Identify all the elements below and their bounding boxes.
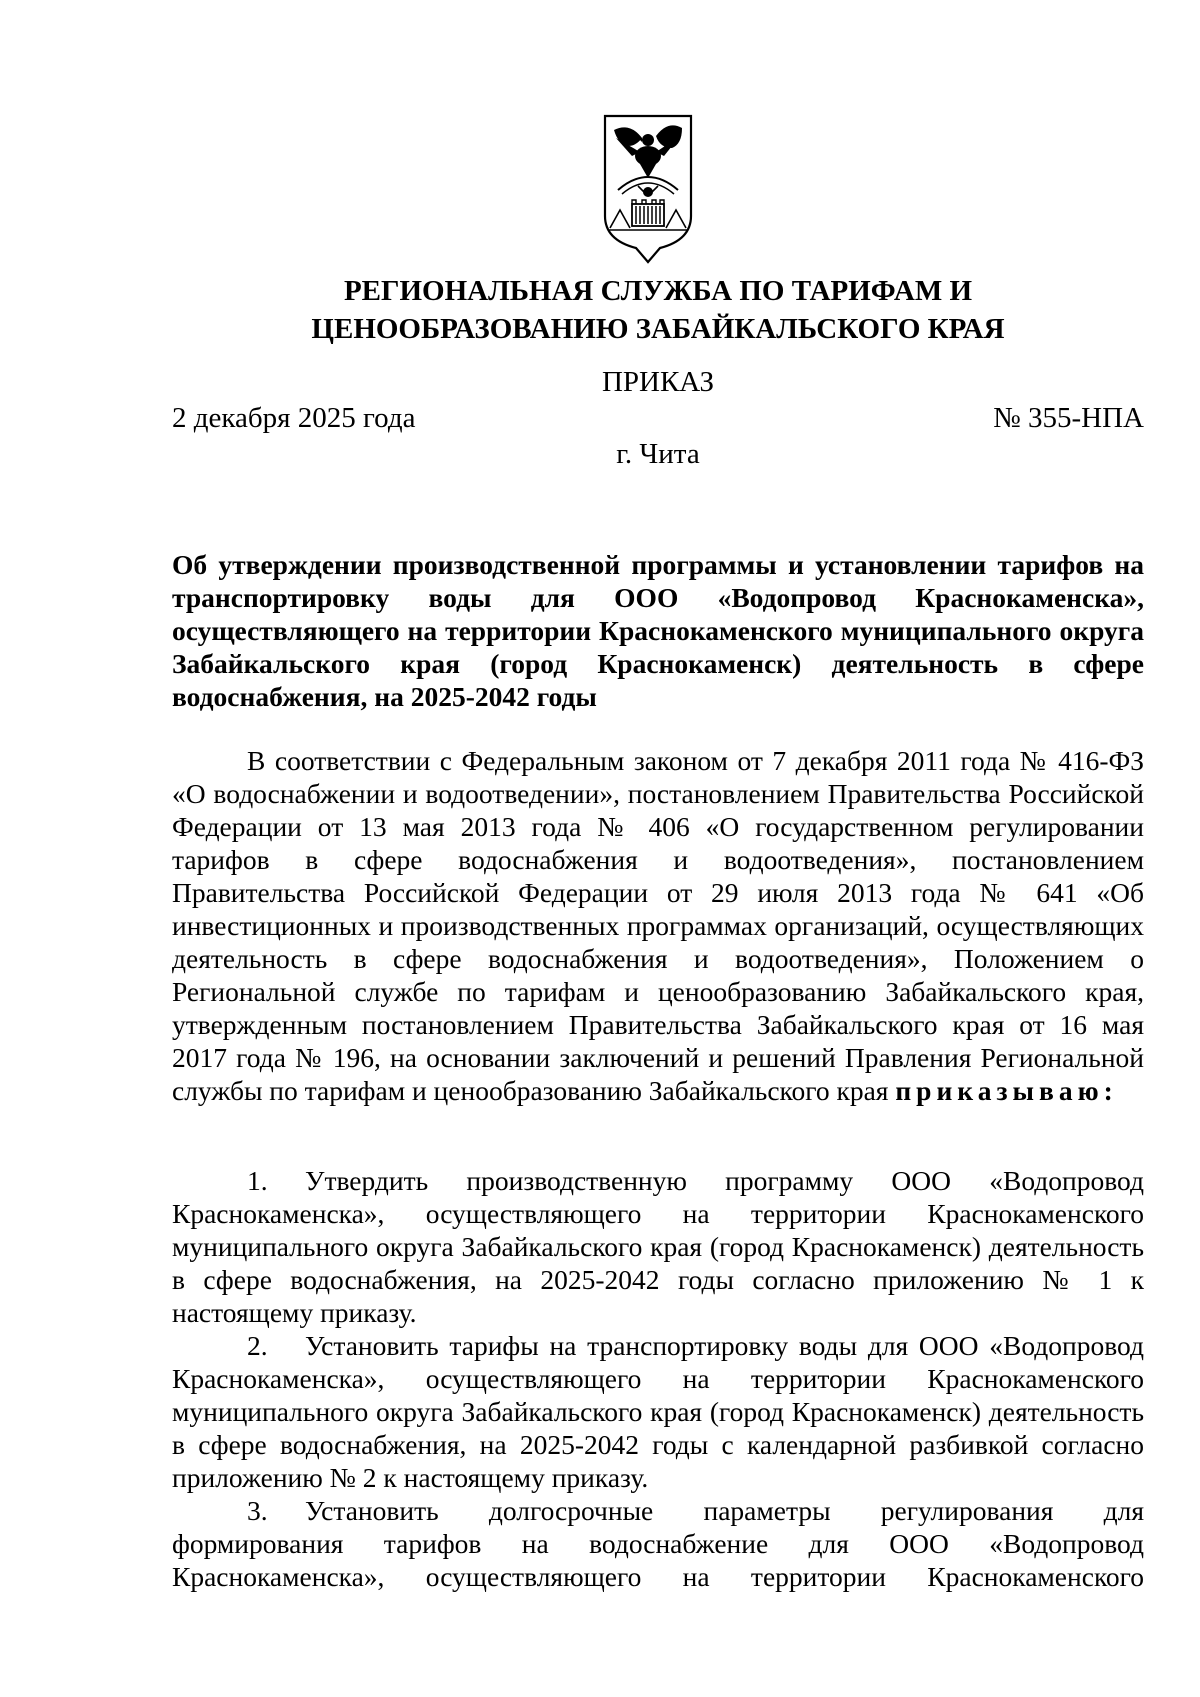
- order-item: [172, 1164, 1144, 1329]
- order-number: № 355-НПА: [993, 402, 1144, 434]
- document-type: ПРИКАЗ: [601, 366, 715, 398]
- order-item-text: Утвердить производственную программу ООО «Водопровод Краснокаменска», осуществляющего на территории Краснокаменского муниципального округа Забайкальского края (город Краснокаменск) деятельность в сфере водоснабжения, на 2025-2042 годы согласно приложению № 1 к настоящему приказу.: [172, 1165, 1144, 1328]
- order-items: [172, 1164, 1144, 1593]
- order-preamble: [172, 744, 1144, 1107]
- order-command-word: приказываю:: [895, 1075, 1118, 1106]
- preamble-text: В соответствии с Федеральным законом от 7 декабря 2011 года № 416-ФЗ «О водоснабжении и водоотведении», постановлением Правительства Российской Федерации от 13 мая 2013 года № 406 «О государственном регулировании тарифов в сфере водоснабжения и водоотведения», постановлением Правительства Российской Федерации от 29 июля 2013 года № 641 «Об инвестиционных и производственных программах организаций, осуществляющих деятельность в сфере водоснабжения и водоотведения», Положением о Региональной службе по тарифам и ценообразованию Забайкальского края, утвержденным постановлением Правительства Забайкальского края от 16 мая 2017 года № 196, на основании заключений и решений Правления Региональной службы по тарифам и ценообразованию Забайкальского края: [172, 745, 1144, 1106]
- organization-name-line-1: РЕГИОНАЛЬНАЯ СЛУЖБА ПО ТАРИФАМ И: [343, 275, 973, 307]
- organization-name-line-2: ЦЕНООБРАЗОВАНИЮ ЗАБАЙКАЛЬСКОГО КРАЯ: [311, 313, 1005, 345]
- order-item-number: 3.: [247, 1495, 268, 1526]
- order-item-text: Установить долгосрочные параметры регулирования для формирования тарифов на водоснабжение для ООО «Водопровод Краснокаменска», осуществляющего на территории Краснокаменского: [172, 1495, 1144, 1592]
- order-city: г. Чита: [616, 438, 700, 470]
- order-item: [172, 1494, 1144, 1593]
- coat-of-arms-icon: [602, 112, 694, 264]
- organization-name: [172, 272, 1144, 348]
- order-item-number: 1.: [247, 1165, 268, 1196]
- order-item-number: 2.: [247, 1330, 268, 1361]
- order-item: [172, 1329, 1144, 1494]
- order-subject: Об утверждении производственной программы и установлении тарифов на транспортировку воды для ООО «Водопровод Краснокаменска», осуществляющего на территории Краснокаменского муниципального округа Забайкальского края (город Краснокаменск) деятельность в сфере водоснабжения, на 2025-2042 годы: [172, 549, 1144, 712]
- order-date: 2 декабря 2025 года: [172, 402, 416, 434]
- order-item-text: Установить тарифы на транспортировку воды для ООО «Водопровод Краснокаменска», осуществляющего на территории Краснокаменского муниципального округа Забайкальского края (город Краснокаменск) деятельность в сфере водоснабжения, на 2025-2042 годы с календарной разбивкой согласно приложению № 2 к настоящему приказу.: [172, 1330, 1144, 1493]
